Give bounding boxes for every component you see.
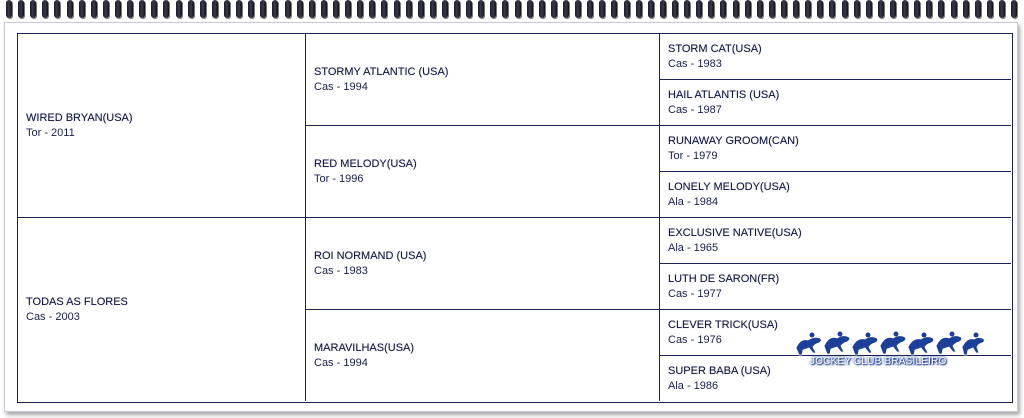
- binding-ring: [733, 0, 739, 18]
- binding-ring: [769, 0, 775, 18]
- sire-name: WIRED BRYAN(USA): [26, 111, 133, 124]
- sire-cell: [18, 34, 306, 218]
- binding-ring: [829, 0, 835, 18]
- binding-ring: [611, 0, 617, 18]
- binding-ring: [151, 0, 157, 18]
- ancestor-cell: [660, 80, 1011, 126]
- binding-ring: [708, 0, 714, 18]
- binding-ring: [878, 0, 884, 18]
- binding-ring: [599, 0, 605, 18]
- binding-ring: [502, 0, 508, 18]
- binding-ring: [345, 0, 351, 18]
- binding-ring: [745, 0, 751, 18]
- ancestor-name: CLEVER TRICK(USA): [668, 318, 778, 331]
- binding-ring: [333, 0, 339, 18]
- binding-ring: [793, 0, 799, 18]
- ancestor-cell: [660, 218, 1011, 264]
- binding-ring: [575, 0, 581, 18]
- ancestor-name: STORM CAT(USA): [668, 42, 762, 55]
- binding-ring: [987, 0, 993, 18]
- binding-ring: [6, 0, 12, 18]
- binding-ring: [866, 0, 872, 18]
- ancestor-info: Tor - 1979: [668, 149, 718, 162]
- sire-sire-info: Cas - 1994: [314, 80, 368, 93]
- sire-info: Tor - 2011: [26, 126, 75, 139]
- binding-ring: [648, 0, 654, 18]
- binding-ring: [963, 0, 969, 18]
- binding-ring: [42, 0, 48, 18]
- binding-ring: [103, 0, 109, 18]
- jockey-club-logo: [790, 326, 990, 372]
- binding-ring: [563, 0, 569, 18]
- binding-ring: [951, 0, 957, 18]
- dam-sire-info: Cas - 1983: [314, 264, 368, 277]
- sire-dam-info: Tor - 1996: [314, 172, 364, 185]
- binding-ring: [248, 0, 254, 18]
- sire-dam-name: RED MELODY(USA): [314, 157, 417, 170]
- binding-ring: [442, 0, 448, 18]
- binding-ring: [890, 0, 896, 18]
- racing-horses-icon: [790, 326, 990, 360]
- binding-ring: [454, 0, 460, 18]
- binding-ring: [285, 0, 291, 18]
- binding-ring: [176, 0, 182, 18]
- ancestor-info: Ala - 1984: [668, 195, 719, 208]
- binding-ring: [527, 0, 533, 18]
- binding-ring: [272, 0, 278, 18]
- binding-ring: [394, 0, 400, 18]
- binding-ring: [817, 0, 823, 18]
- binding-ring: [672, 0, 678, 18]
- binding-ring: [842, 0, 848, 18]
- ancestor-cell: [660, 264, 1011, 310]
- spiral-binding: [6, 0, 1018, 22]
- logo-text: JOCKEY CLUB BRASILEIRO: [810, 356, 947, 367]
- binding-ring: [91, 0, 97, 18]
- binding-ring: [418, 0, 424, 18]
- dam-cell: [18, 218, 306, 401]
- binding-ring: [139, 0, 145, 18]
- binding-ring: [321, 0, 327, 18]
- binding-ring: [115, 0, 121, 18]
- binding-ring: [369, 0, 375, 18]
- ancestor-info: Cas - 1983: [668, 57, 722, 70]
- dam-dam-info: Cas - 1994: [314, 356, 368, 369]
- dam-name: TODAS AS FLORES: [26, 295, 128, 308]
- dam-sire-cell: [306, 218, 660, 310]
- binding-ring: [163, 0, 169, 18]
- binding-ring: [212, 0, 218, 18]
- binding-ring: [357, 0, 363, 18]
- binding-ring: [914, 0, 920, 18]
- dam-dam-name: MARAVILHAS(USA): [314, 341, 415, 354]
- binding-ring: [297, 0, 303, 18]
- binding-ring: [515, 0, 521, 18]
- ancestor-name: LUTH DE SARON(FR): [668, 272, 780, 285]
- ancestor-name: EXCLUSIVE NATIVE(USA): [668, 226, 802, 239]
- binding-ring: [805, 0, 811, 18]
- binding-ring: [478, 0, 484, 18]
- binding-ring: [539, 0, 545, 18]
- ancestor-info: Ala - 1986: [668, 379, 719, 392]
- binding-ring: [696, 0, 702, 18]
- binding-ring: [587, 0, 593, 18]
- binding-ring: [720, 0, 726, 18]
- dam-dam-cell: [306, 310, 660, 401]
- binding-ring: [188, 0, 194, 18]
- sire-sire-name: STORMY ATLANTIC (USA): [314, 65, 449, 78]
- binding-ring: [624, 0, 630, 18]
- binding-ring: [757, 0, 763, 18]
- binding-ring: [490, 0, 496, 18]
- binding-ring: [381, 0, 387, 18]
- binding-ring: [938, 0, 944, 18]
- binding-ring: [79, 0, 85, 18]
- binding-ring: [224, 0, 230, 18]
- ancestor-name: HAIL ATLANTIS (USA): [668, 88, 780, 101]
- binding-ring: [781, 0, 787, 18]
- ancestor-name: LONELY MELODY(USA): [668, 180, 790, 193]
- ancestor-info: Cas - 1976: [668, 333, 722, 346]
- binding-ring: [902, 0, 908, 18]
- ancestor-name: RUNAWAY GROOM(CAN): [668, 134, 799, 147]
- ancestor-name: SUPER BABA (USA): [668, 364, 771, 377]
- binding-ring: [466, 0, 472, 18]
- binding-ring: [30, 0, 36, 18]
- binding-ring: [430, 0, 436, 18]
- binding-ring: [636, 0, 642, 18]
- binding-ring: [127, 0, 133, 18]
- binding-ring: [260, 0, 266, 18]
- binding-ring: [406, 0, 412, 18]
- binding-ring: [854, 0, 860, 18]
- binding-ring: [1011, 0, 1017, 18]
- dam-sire-name: ROI NORMAND (USA): [314, 249, 427, 262]
- ancestor-cell: [660, 126, 1011, 172]
- sire-sire-cell: [306, 34, 660, 126]
- binding-ring: [660, 0, 666, 18]
- binding-ring: [236, 0, 242, 18]
- binding-ring: [18, 0, 24, 18]
- binding-ring: [999, 0, 1005, 18]
- binding-ring: [200, 0, 206, 18]
- ancestor-info: Ala - 1965: [668, 241, 719, 254]
- dam-info: Cas - 2003: [26, 310, 80, 323]
- binding-ring: [54, 0, 60, 18]
- binding-ring: [309, 0, 315, 18]
- binding-ring: [551, 0, 557, 18]
- ancestor-cell: [660, 172, 1011, 218]
- ancestor-info: Cas - 1977: [668, 287, 722, 300]
- sire-dam-cell: [306, 126, 660, 218]
- ancestor-info: Cas - 1987: [668, 103, 722, 116]
- binding-ring: [975, 0, 981, 18]
- ancestor-cell: [660, 34, 1011, 80]
- binding-ring: [684, 0, 690, 18]
- binding-ring: [67, 0, 73, 18]
- binding-ring: [926, 0, 932, 18]
